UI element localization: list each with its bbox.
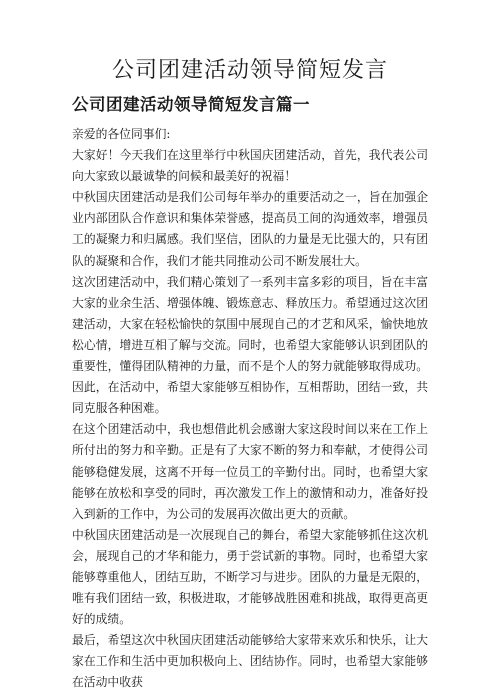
section-title: 公司团建活动领导简短发言篇一 <box>72 95 310 114</box>
paragraph-greeting: 亲爱的各位同事们: <box>72 127 171 141</box>
paragraph: 中秋国庆团建活动是我们公司每年举办的重要活动之一，旨在加强企业内部团队合作意识和集体荣誉感，提高员工间的沟通效率，增强员工的凝聚力和归属感。我们坚信，团队的力量是无比强大的，只有团队的凝聚和合作，我们才能共同推动公司不断发展壮大。 <box>72 190 428 268</box>
paragraph: 最后，希望这次中秋国庆团建活动能够给大家带来欢乐和快乐，让大家在工作和生活中更加积极向上、团结协作。同时，也希望大家能够在活动中收获 <box>72 633 428 690</box>
paragraph: 这次团建活动中，我们精心策划了一系列丰富多彩的项目，旨在丰富大家的业余生活、增强体魄、锻炼意志、释放压力。希望通过这次团建活动，大家在轻松愉快的氛围中展现自己的才艺和风采，愉快地放松心情，增进互相了解与交流。同时，也希望大家能够认识到团队的重要性，懂得团队精神的力量，而不是个人的努力就能够取得成功。因此，在活动中，希望大家能够互相协作，互相帮助，团结一致，共同克服各种困难。 <box>72 274 428 416</box>
paragraph: 大家好！今天我们在这里举行中秋国庆团建活动，首先，我代表公司向大家致以最诚挚的问候和最美好的祝福！ <box>72 148 428 184</box>
document-body <box>72 124 428 694</box>
paragraph: 中秋国庆团建活动是一次展现自己的舞台，希望大家能够抓住这次机会，展现自己的才华和能力，勇于尝试新的事物。同时，也希望大家能够尊重他人，团结互助，不断学习与进步。团队的力量是无限的，唯有我们团结一致，积极进取，才能够战胜困难和挑战，取得更高更好的成绩。 <box>72 527 428 627</box>
document-title: 公司团建活动领导简短发言 <box>111 58 388 83</box>
paragraph: 在这个团建活动中，我也想借此机会感谢大家这段时间以来在工作上所付出的努力和辛勤。正是有了大家不断的努力和奉献，才使得公司能够稳健发展，这离不开每一位员工的辛勤付出。同时，也希望大家能够在放松和享受的同时，再次激发工作上的激情和动力，准备好投入到新的工作中，为公司的发展再次做出更大的贡献。 <box>72 422 428 521</box>
